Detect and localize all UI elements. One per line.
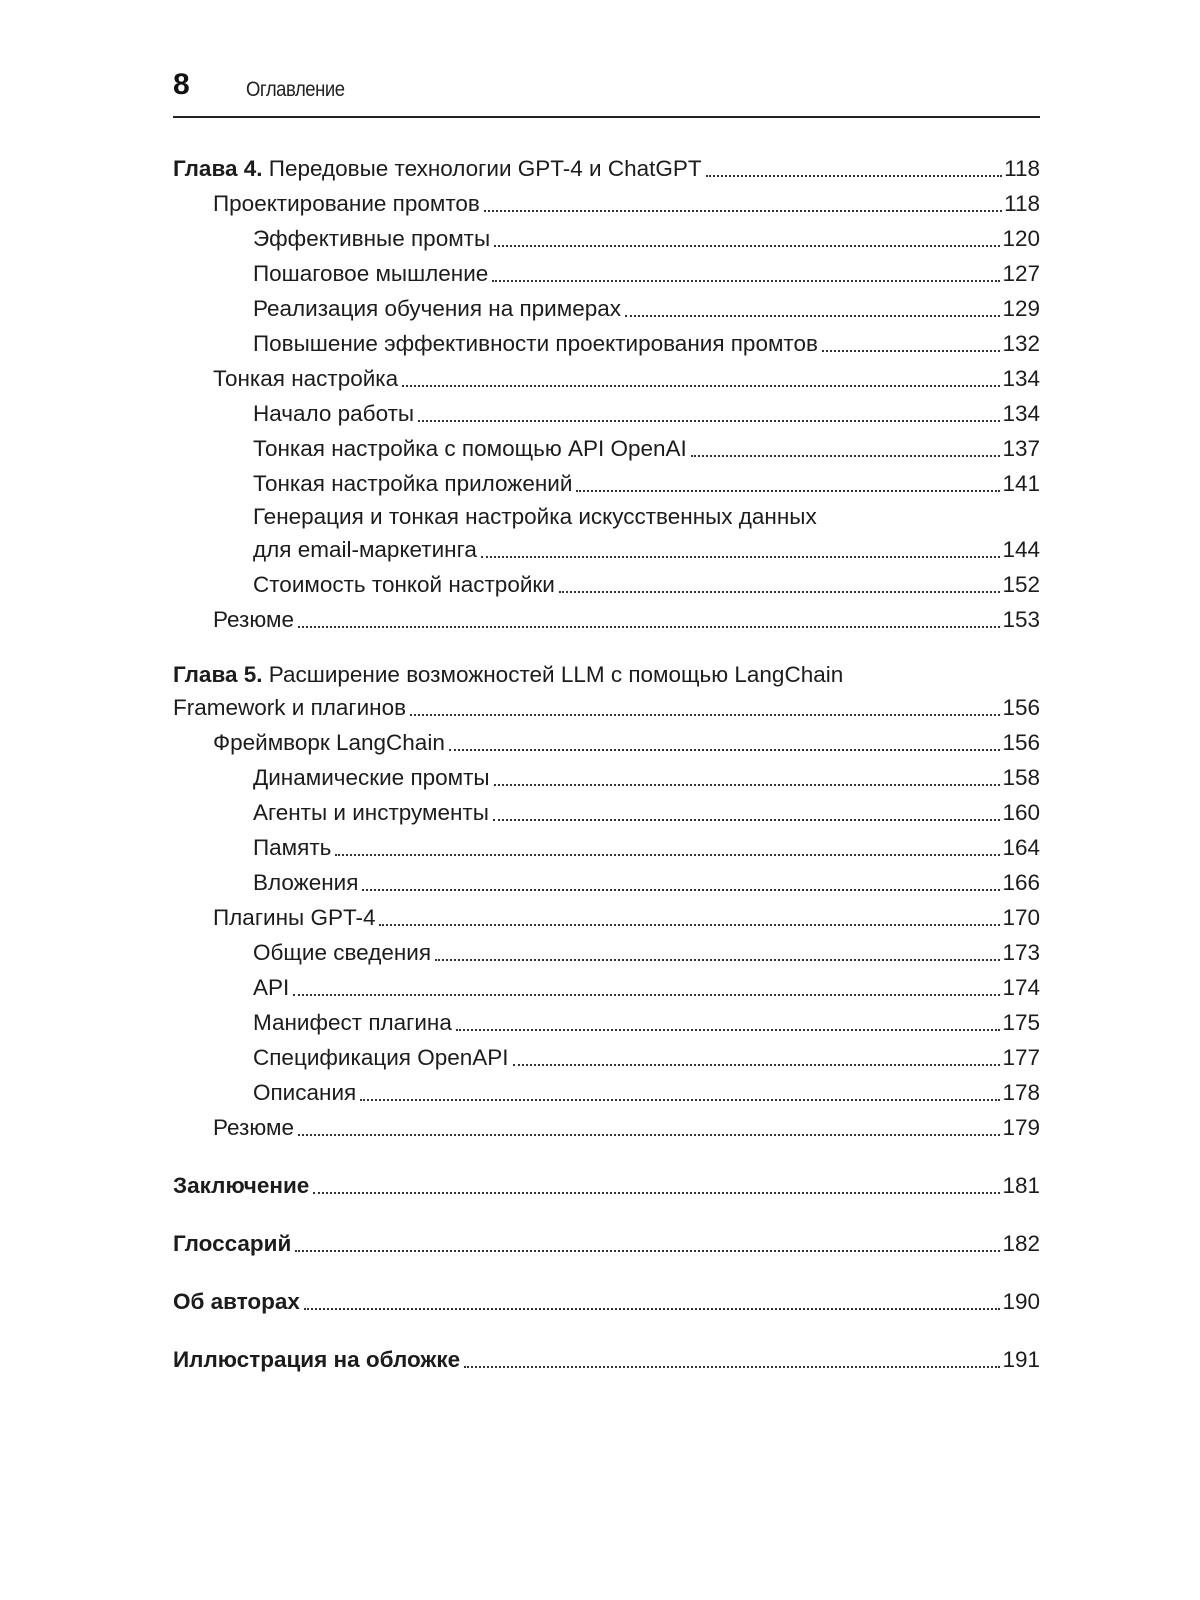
toc-entry[interactable] [173, 795, 1040, 830]
entry-title: Агенты и инструменты [253, 800, 489, 825]
spacer [173, 1203, 1040, 1226]
spacer [173, 1261, 1040, 1284]
page-ref: 178 [1002, 1080, 1040, 1105]
page-ref: 173 [1002, 940, 1040, 965]
toc-entry[interactable] [173, 1110, 1040, 1145]
page-ref: 170 [1002, 905, 1040, 930]
entry-title: Заключение [173, 1173, 310, 1198]
entry-title: для email-маркетинга [253, 537, 477, 562]
page-ref: 152 [1002, 572, 1040, 597]
dot-leader [513, 1064, 1001, 1066]
toc-backmatter-authors[interactable] [173, 1284, 1040, 1319]
entry-title: Описания [253, 1080, 357, 1105]
toc-backmatter-cover[interactable] [173, 1342, 1040, 1377]
toc-chapter-5[interactable] [173, 690, 1040, 725]
toc-entry[interactable] [173, 865, 1040, 900]
toc-entry[interactable] [173, 256, 1040, 291]
dot-leader [494, 245, 1000, 247]
toc-entry[interactable] [173, 567, 1040, 602]
entry-title: Тонкая настройка [213, 366, 399, 391]
entry-title: Реализация обучения на примерах [253, 296, 621, 321]
chapter-label: Глава 5. [173, 662, 263, 687]
toc-entry[interactable] [173, 1075, 1040, 1110]
entry-title: Тонкая настройка приложений [253, 471, 573, 496]
page-ref: 156 [1002, 695, 1040, 720]
dot-leader [335, 854, 1000, 856]
entry-title: Глоссарий [173, 1231, 292, 1256]
entry-title: Проектирование промтов [213, 191, 480, 216]
page-ref: 134 [1002, 366, 1040, 391]
toc-entry[interactable] [173, 221, 1040, 256]
toc-entry[interactable] [173, 186, 1040, 221]
toc-entry[interactable] [173, 431, 1040, 466]
chapter-label: Глава 4. [173, 156, 263, 181]
dot-leader [435, 959, 1000, 961]
entry-title: Стоимость тонкой настройки [253, 572, 555, 597]
toc-entry[interactable] [173, 725, 1040, 760]
page-ref: 177 [1002, 1045, 1040, 1070]
page-ref: 156 [1002, 730, 1040, 755]
entry-title: Тонкая настройка с помощью API OpenAI [253, 436, 687, 461]
entry-title: Общие сведения [253, 940, 432, 965]
page-ref: 158 [1002, 765, 1040, 790]
page-ref: 190 [1002, 1289, 1040, 1314]
spacer [173, 637, 1040, 659]
chapter-title: Передовые технологии GPT-4 и ChatGPT [262, 156, 702, 181]
dot-leader [484, 210, 1002, 212]
entry-title: Фреймворк LangChain [213, 730, 445, 755]
toc-entry[interactable] [173, 291, 1040, 326]
toc-entry[interactable] [173, 532, 1040, 567]
dot-leader [691, 455, 1001, 457]
dot-leader [360, 1099, 1000, 1101]
entry-title: Спецификация OpenAPI [253, 1045, 509, 1070]
page-ref: 182 [1002, 1231, 1040, 1256]
page-ref: 160 [1002, 800, 1040, 825]
toc-entry[interactable] [173, 900, 1040, 935]
toc-entry-wrapped-line[interactable]: Генерация и тонкая настройка искусственных данных [253, 504, 817, 529]
toc-entry[interactable] [173, 602, 1040, 637]
toc-entry[interactable] [173, 935, 1040, 970]
dot-leader [410, 714, 1000, 716]
dot-leader [456, 1029, 1001, 1031]
page-ref: 129 [1002, 296, 1040, 321]
entry-title: Начало работы [253, 401, 415, 426]
toc-entry[interactable] [173, 361, 1040, 396]
dot-leader [625, 315, 1000, 317]
table-of-contents [173, 151, 1040, 1377]
entry-title: Память [253, 835, 332, 860]
entry-title: Об авторах [173, 1289, 300, 1314]
entry-title: Иллюстрация на обложке [173, 1347, 461, 1372]
dot-leader [481, 556, 1001, 558]
page-ref: 118 [1004, 191, 1040, 216]
page-ref: 144 [1002, 537, 1040, 562]
toc-backmatter-conclusion[interactable] [173, 1168, 1040, 1203]
dot-leader [493, 819, 1001, 821]
page-ref: 181 [1002, 1173, 1040, 1198]
page-ref: 120 [1002, 226, 1040, 251]
toc-entry[interactable] [173, 326, 1040, 361]
toc-entry[interactable] [173, 830, 1040, 865]
dot-leader [402, 385, 1000, 387]
toc-chapter-4[interactable] [173, 151, 1040, 186]
running-title: Оглавление [246, 78, 345, 101]
dot-leader [298, 626, 1000, 628]
entry-title: Эффективные промты [253, 226, 491, 251]
page-ref: 191 [1002, 1347, 1040, 1372]
entry-title: Манифест плагина [253, 1010, 452, 1035]
entry-title: Резюме [213, 607, 294, 632]
page-ref: 175 [1002, 1010, 1040, 1035]
entry-title: Повышение эффективности проектирования промтов [253, 331, 818, 356]
page-number: 8 [173, 68, 190, 101]
entry-title: Вложения [253, 870, 359, 895]
page-ref: 118 [1004, 156, 1040, 181]
dot-leader [362, 889, 1000, 891]
dot-leader [379, 924, 1000, 926]
toc-entry[interactable] [173, 396, 1040, 431]
dot-leader [559, 591, 1001, 593]
toc-entry[interactable] [173, 1040, 1040, 1075]
dot-leader [706, 175, 1002, 177]
toc-entry[interactable] [173, 970, 1040, 1005]
page-ref: 164 [1002, 835, 1040, 860]
dot-leader [449, 749, 1001, 751]
dot-leader [295, 1250, 1000, 1252]
page-ref: 134 [1002, 401, 1040, 426]
dot-leader [492, 280, 1000, 282]
dot-leader [418, 420, 1000, 422]
dot-leader [464, 1366, 1000, 1368]
page-ref: 166 [1002, 870, 1040, 895]
toc-chapter-5-line1[interactable] [173, 659, 1040, 690]
page-ref: 127 [1002, 261, 1040, 286]
spacer [173, 1145, 1040, 1168]
toc-entry[interactable] [173, 1005, 1040, 1040]
chapter-title-continued: Framework и плагинов [173, 695, 407, 720]
entry-title: Плагины GPT-4 [213, 905, 376, 930]
entry-title: API [253, 975, 290, 1000]
spacer [173, 1319, 1040, 1342]
toc-entry[interactable] [173, 760, 1040, 795]
dot-leader [576, 490, 1000, 492]
entry-title: Резюме [213, 1115, 294, 1140]
dot-leader [298, 1134, 1000, 1136]
dot-leader [293, 994, 1000, 996]
toc-entry[interactable] [173, 466, 1040, 501]
page-ref: 132 [1002, 331, 1040, 356]
page-ref: 179 [1002, 1115, 1040, 1140]
dot-leader [494, 784, 1001, 786]
dot-leader [313, 1192, 1000, 1194]
dot-leader [822, 350, 1001, 352]
toc-backmatter-glossary[interactable] [173, 1226, 1040, 1261]
entry-title: Пошаговое мышление [253, 261, 489, 286]
page-ref: 137 [1002, 436, 1040, 461]
page-ref: 141 [1002, 471, 1040, 496]
page-ref: 153 [1002, 607, 1040, 632]
page-ref: 174 [1002, 975, 1040, 1000]
page-header [173, 66, 1040, 118]
entry-title: Динамические промты [253, 765, 490, 790]
dot-leader [304, 1308, 1001, 1310]
chapter-title: Расширение возможностей LLM с помощью LangChain [262, 662, 844, 687]
